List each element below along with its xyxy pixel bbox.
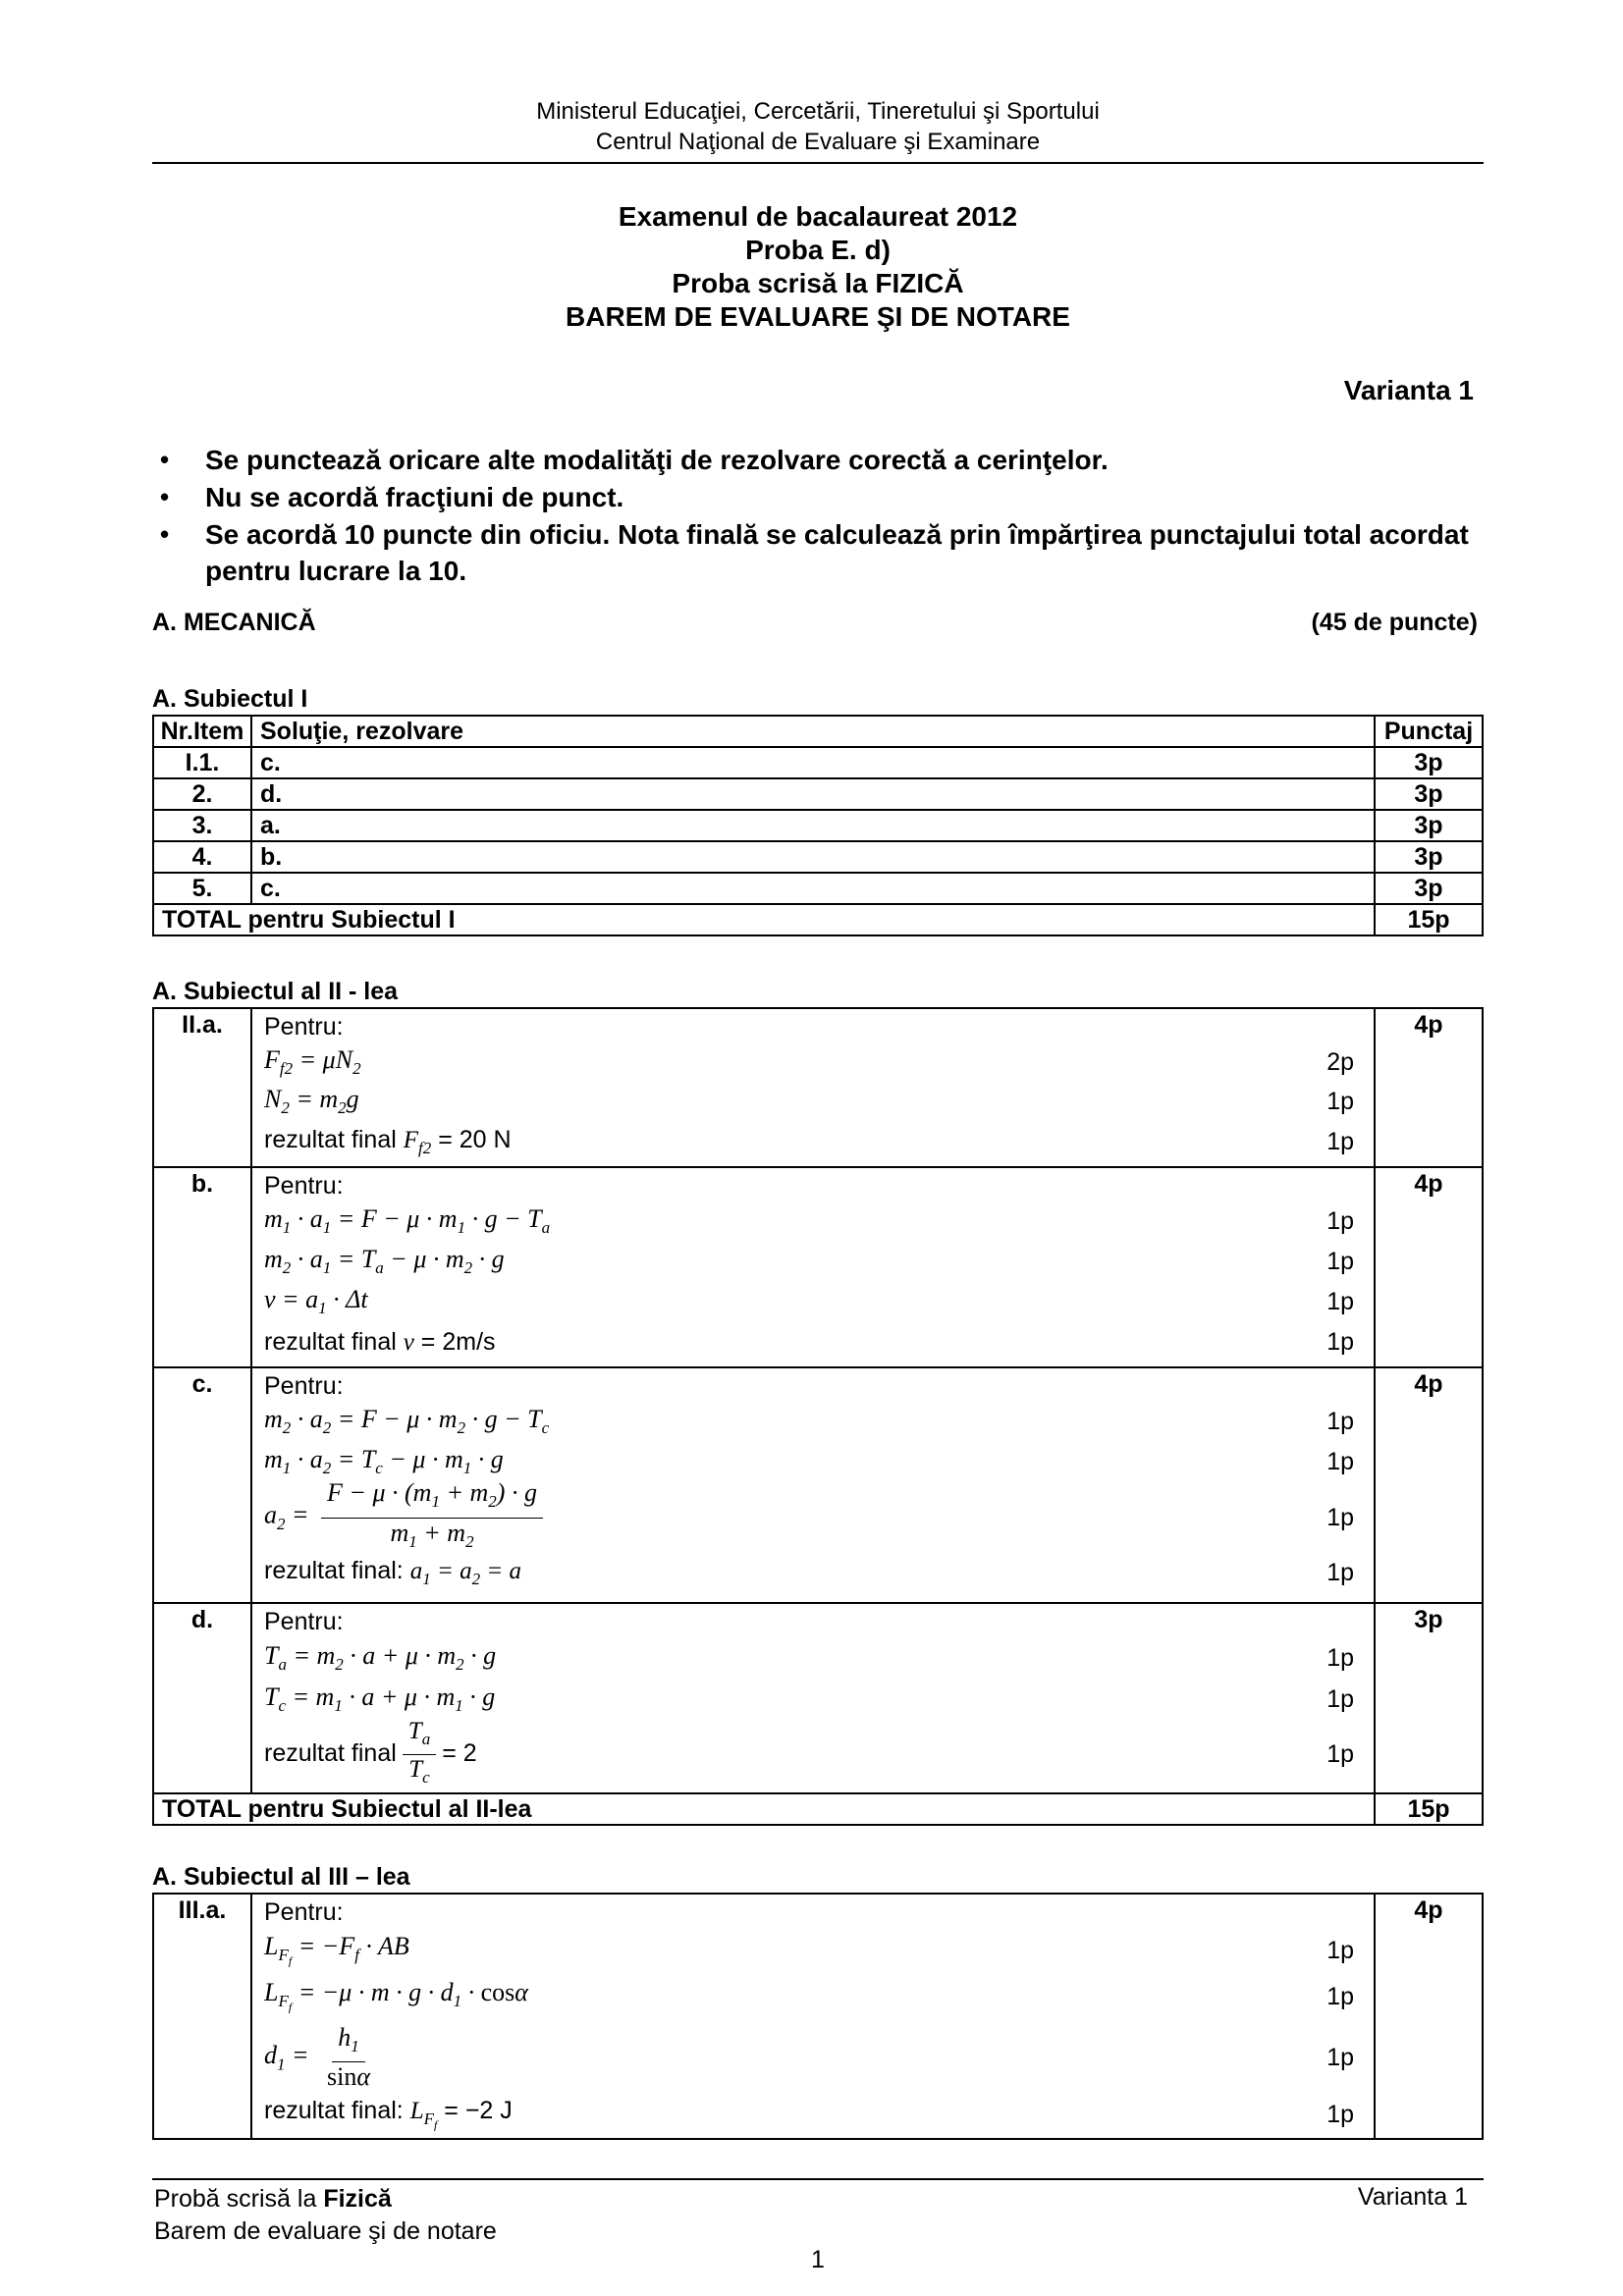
subiect2-table (152, 1007, 1484, 1826)
item-number: III.a. (153, 1894, 251, 2139)
formula-line: rezultat final v = 2m/s 1p (264, 1328, 1354, 1356)
item-points: 3p (1375, 841, 1483, 873)
total-row (153, 904, 1483, 935)
line-points: 1p (1326, 1448, 1354, 1475)
item-number: I.1. (153, 747, 251, 778)
subiect1-title: A. Subiectul I (152, 685, 308, 713)
table-header-row (153, 716, 1483, 747)
rule-item: • Se punctează oricare alte modalităţi de rezolvare corectă a cerinţelor. (152, 442, 1484, 478)
item-number: 4. (153, 841, 251, 873)
footer-divider (152, 2178, 1484, 2180)
footer-varianta: Varianta 1 (1357, 2183, 1468, 2211)
table-row (153, 747, 1483, 778)
line-points: 1p (1326, 1207, 1354, 1235)
line-points: 2p (1326, 1047, 1354, 1076)
formula-line: $T_c = m_1 \cdot a + \mu \cdot m_1 \cdot g$ 1p (264, 1682, 1354, 1716)
item-number: 2. (153, 778, 251, 810)
pentru-label: Pentru: (264, 1898, 344, 1926)
rule-item: • Se acordă 10 puncte din oficiu. Nota finală se calculează prin împărţirea punctajului total acordat pentru lucrare la 10. (152, 516, 1484, 589)
line-points: 1p (1326, 2100, 1354, 2128)
formula-line: $F_{f2} = \mu N_2$ 2p (264, 1044, 1354, 1079)
line-points: 1p (1326, 1558, 1354, 1586)
total-points: 15p (1375, 904, 1483, 935)
table-row (153, 841, 1483, 873)
rules-list (152, 442, 1484, 590)
solution-cell (251, 1167, 1375, 1367)
item-points: 3p (1375, 810, 1483, 841)
formula-line: $L_{F_f} = -F_f$ · AB 1p (264, 1932, 1354, 1968)
item-answer: c. (251, 873, 1375, 904)
result-label: rezultat final: (264, 1556, 404, 1584)
footer-left (154, 2183, 497, 2248)
result-label: rezultat final (264, 1738, 397, 1767)
line-points: 1p (1326, 1127, 1354, 1155)
formula-line: rezultat final: $a_1 = a_2 = a$ 1p (264, 1556, 1354, 1588)
total-label: TOTAL pentru Subiectul al II-lea (153, 1793, 1375, 1825)
result-label: rezultat final (264, 1125, 397, 1153)
total-points: 15p (1375, 1793, 1483, 1825)
title-exam: Examenul de bacalaureat 2012 (618, 201, 1018, 232)
item-answer: d. (251, 778, 1375, 810)
line-points: 1p (1326, 1684, 1354, 1713)
result-label: rezultat final (264, 1328, 397, 1356)
formula-line: $N_2 = m_2g$ 1p (264, 1084, 1354, 1118)
solution-cell (251, 1603, 1375, 1793)
col-header-points: Punctaj (1375, 716, 1483, 747)
subiect3-table (152, 1893, 1484, 2140)
line-points: 1p (1326, 1503, 1354, 1531)
formula-line: rezultat final $F_{f2} = 20$ N 1p (264, 1125, 1354, 1157)
table-row (153, 1008, 1483, 1167)
item-points: 4p (1375, 1894, 1483, 2139)
col-header-solution: Soluţie, rezolvare (251, 716, 1375, 747)
item-answer: c. (251, 747, 1375, 778)
item-points: 4p (1375, 1008, 1483, 1167)
solution-cell (251, 1008, 1375, 1167)
table-row (153, 778, 1483, 810)
section-points: (45 de puncte) (1311, 609, 1478, 636)
item-points: 4p (1375, 1367, 1483, 1603)
line-points: 1p (1326, 1087, 1354, 1115)
solution-cell (251, 1894, 1375, 2139)
line-points: 1p (1326, 1982, 1354, 2010)
subiect3-title: A. Subiectul al III – lea (152, 1863, 410, 1891)
table-row (153, 1167, 1483, 1367)
subiect1-table (152, 715, 1484, 936)
item-number: II.a. (153, 1008, 251, 1167)
footer-barem: Barem de evaluare şi de notare (154, 2217, 497, 2245)
col-header-item: Nr.Item (153, 716, 251, 747)
page-number: 1 (811, 2246, 825, 2273)
table-row (153, 810, 1483, 841)
pentru-label: Pentru: (264, 1013, 344, 1041)
footer-subject: Fizică (323, 2185, 392, 2213)
line-points: 1p (1326, 1328, 1354, 1356)
line-points: 1p (1326, 1936, 1354, 1964)
footer-prefix: Probă scrisă la (154, 2185, 317, 2213)
table-row (153, 873, 1483, 904)
item-number: b. (153, 1167, 251, 1367)
table-row (153, 1603, 1483, 1793)
title-proba: Proba E. d) (745, 235, 891, 265)
table-row (153, 1894, 1483, 2139)
formula-line: $m_2 \cdot a_1 = T_a - \mu \cdot m_2 \cdot g$ 1p (264, 1245, 1354, 1278)
section-name: A. MECANICĂ (152, 609, 316, 636)
item-points: 3p (1375, 747, 1483, 778)
formula-line: $m_1 \cdot a_2 = T_c - \mu \cdot m_1 \cdot g$ 1p (264, 1445, 1354, 1478)
formula-line: $T_a = m_2 \cdot a + \mu \cdot m_2 \cdot g$ 1p (264, 1640, 1354, 1675)
line-points: 1p (1326, 1643, 1354, 1672)
result-label: rezultat final: (264, 2096, 404, 2124)
total-label: TOTAL pentru Subiectul I (153, 904, 1375, 935)
formula-line: $a_2$ = $\frac{F - \mu \cdot (m_1 + m_2) \cdot g}{m_1 + m_2}$ 1p (264, 1478, 1354, 1551)
page-header (152, 96, 1484, 157)
pentru-label: Pentru: (264, 1372, 344, 1400)
line-points: 1p (1326, 1248, 1354, 1275)
item-number: d. (153, 1603, 251, 1793)
line-points: 1p (1326, 1408, 1354, 1435)
item-points: 3p (1375, 873, 1483, 904)
pentru-label: Pentru: (264, 1172, 344, 1200)
formula-line: $d_1$ = $\frac{h_1}{\sin\alpha}$ 1p (264, 2022, 1354, 2092)
formula-line: $L_{F_f} = -\mu \cdot m \cdot g \cdot d_1 \cdot \cos\alpha$ 1p (264, 1978, 1354, 2014)
varianta-label: Varianta 1 (1343, 375, 1474, 405)
pentru-label: Pentru: (264, 1608, 344, 1635)
formula-line: $m_2 \cdot a_2 = F - \mu \cdot m_2 \cdot g - T_c$ 1p (264, 1405, 1354, 1438)
title-barem: BAREM DE EVALUARE ŞI DE NOTARE (566, 301, 1070, 332)
document-title (152, 200, 1484, 334)
item-points: 3p (1375, 778, 1483, 810)
header-divider (152, 162, 1484, 164)
subiect2-title: A. Subiectul al II - lea (152, 978, 399, 1005)
item-number: c. (153, 1367, 251, 1603)
item-answer: a. (251, 810, 1375, 841)
table-row (153, 1367, 1483, 1603)
formula-line: rezultat final: $L_{F_f} = -2$ J 1p (264, 2096, 1354, 2132)
rule-item: • Nu se acordă fracţiuni de punct. (152, 479, 1484, 515)
solution-cell (251, 1367, 1375, 1603)
formula-line: $m_1 \cdot a_1 = F - \mu \cdot m_1 \cdot g - T_a$ 1p (264, 1204, 1354, 1238)
item-answer: b. (251, 841, 1375, 873)
item-number: 3. (153, 810, 251, 841)
item-points: 3p (1375, 1603, 1483, 1793)
header-center: Centrul Naţional de Evaluare şi Examinare (595, 129, 1041, 155)
formula-line: $v = a_1 \cdot \Delta t$ 1p (264, 1285, 1354, 1318)
line-points: 1p (1326, 1739, 1354, 1768)
formula-line: rezultat final $\frac{T_a}{T_c}$ = 2 1p (264, 1717, 1354, 1787)
line-points: 1p (1326, 2043, 1354, 2071)
total-row (153, 1793, 1483, 1825)
item-points: 4p (1375, 1167, 1483, 1367)
item-number: 5. (153, 873, 251, 904)
title-subject: Proba scrisă la FIZICĂ (672, 268, 964, 298)
header-ministry: Ministerul Educaţiei, Cercetării, Tineretului şi Sportului (536, 98, 1100, 125)
line-points: 1p (1326, 1288, 1354, 1315)
section-heading (152, 609, 1484, 637)
